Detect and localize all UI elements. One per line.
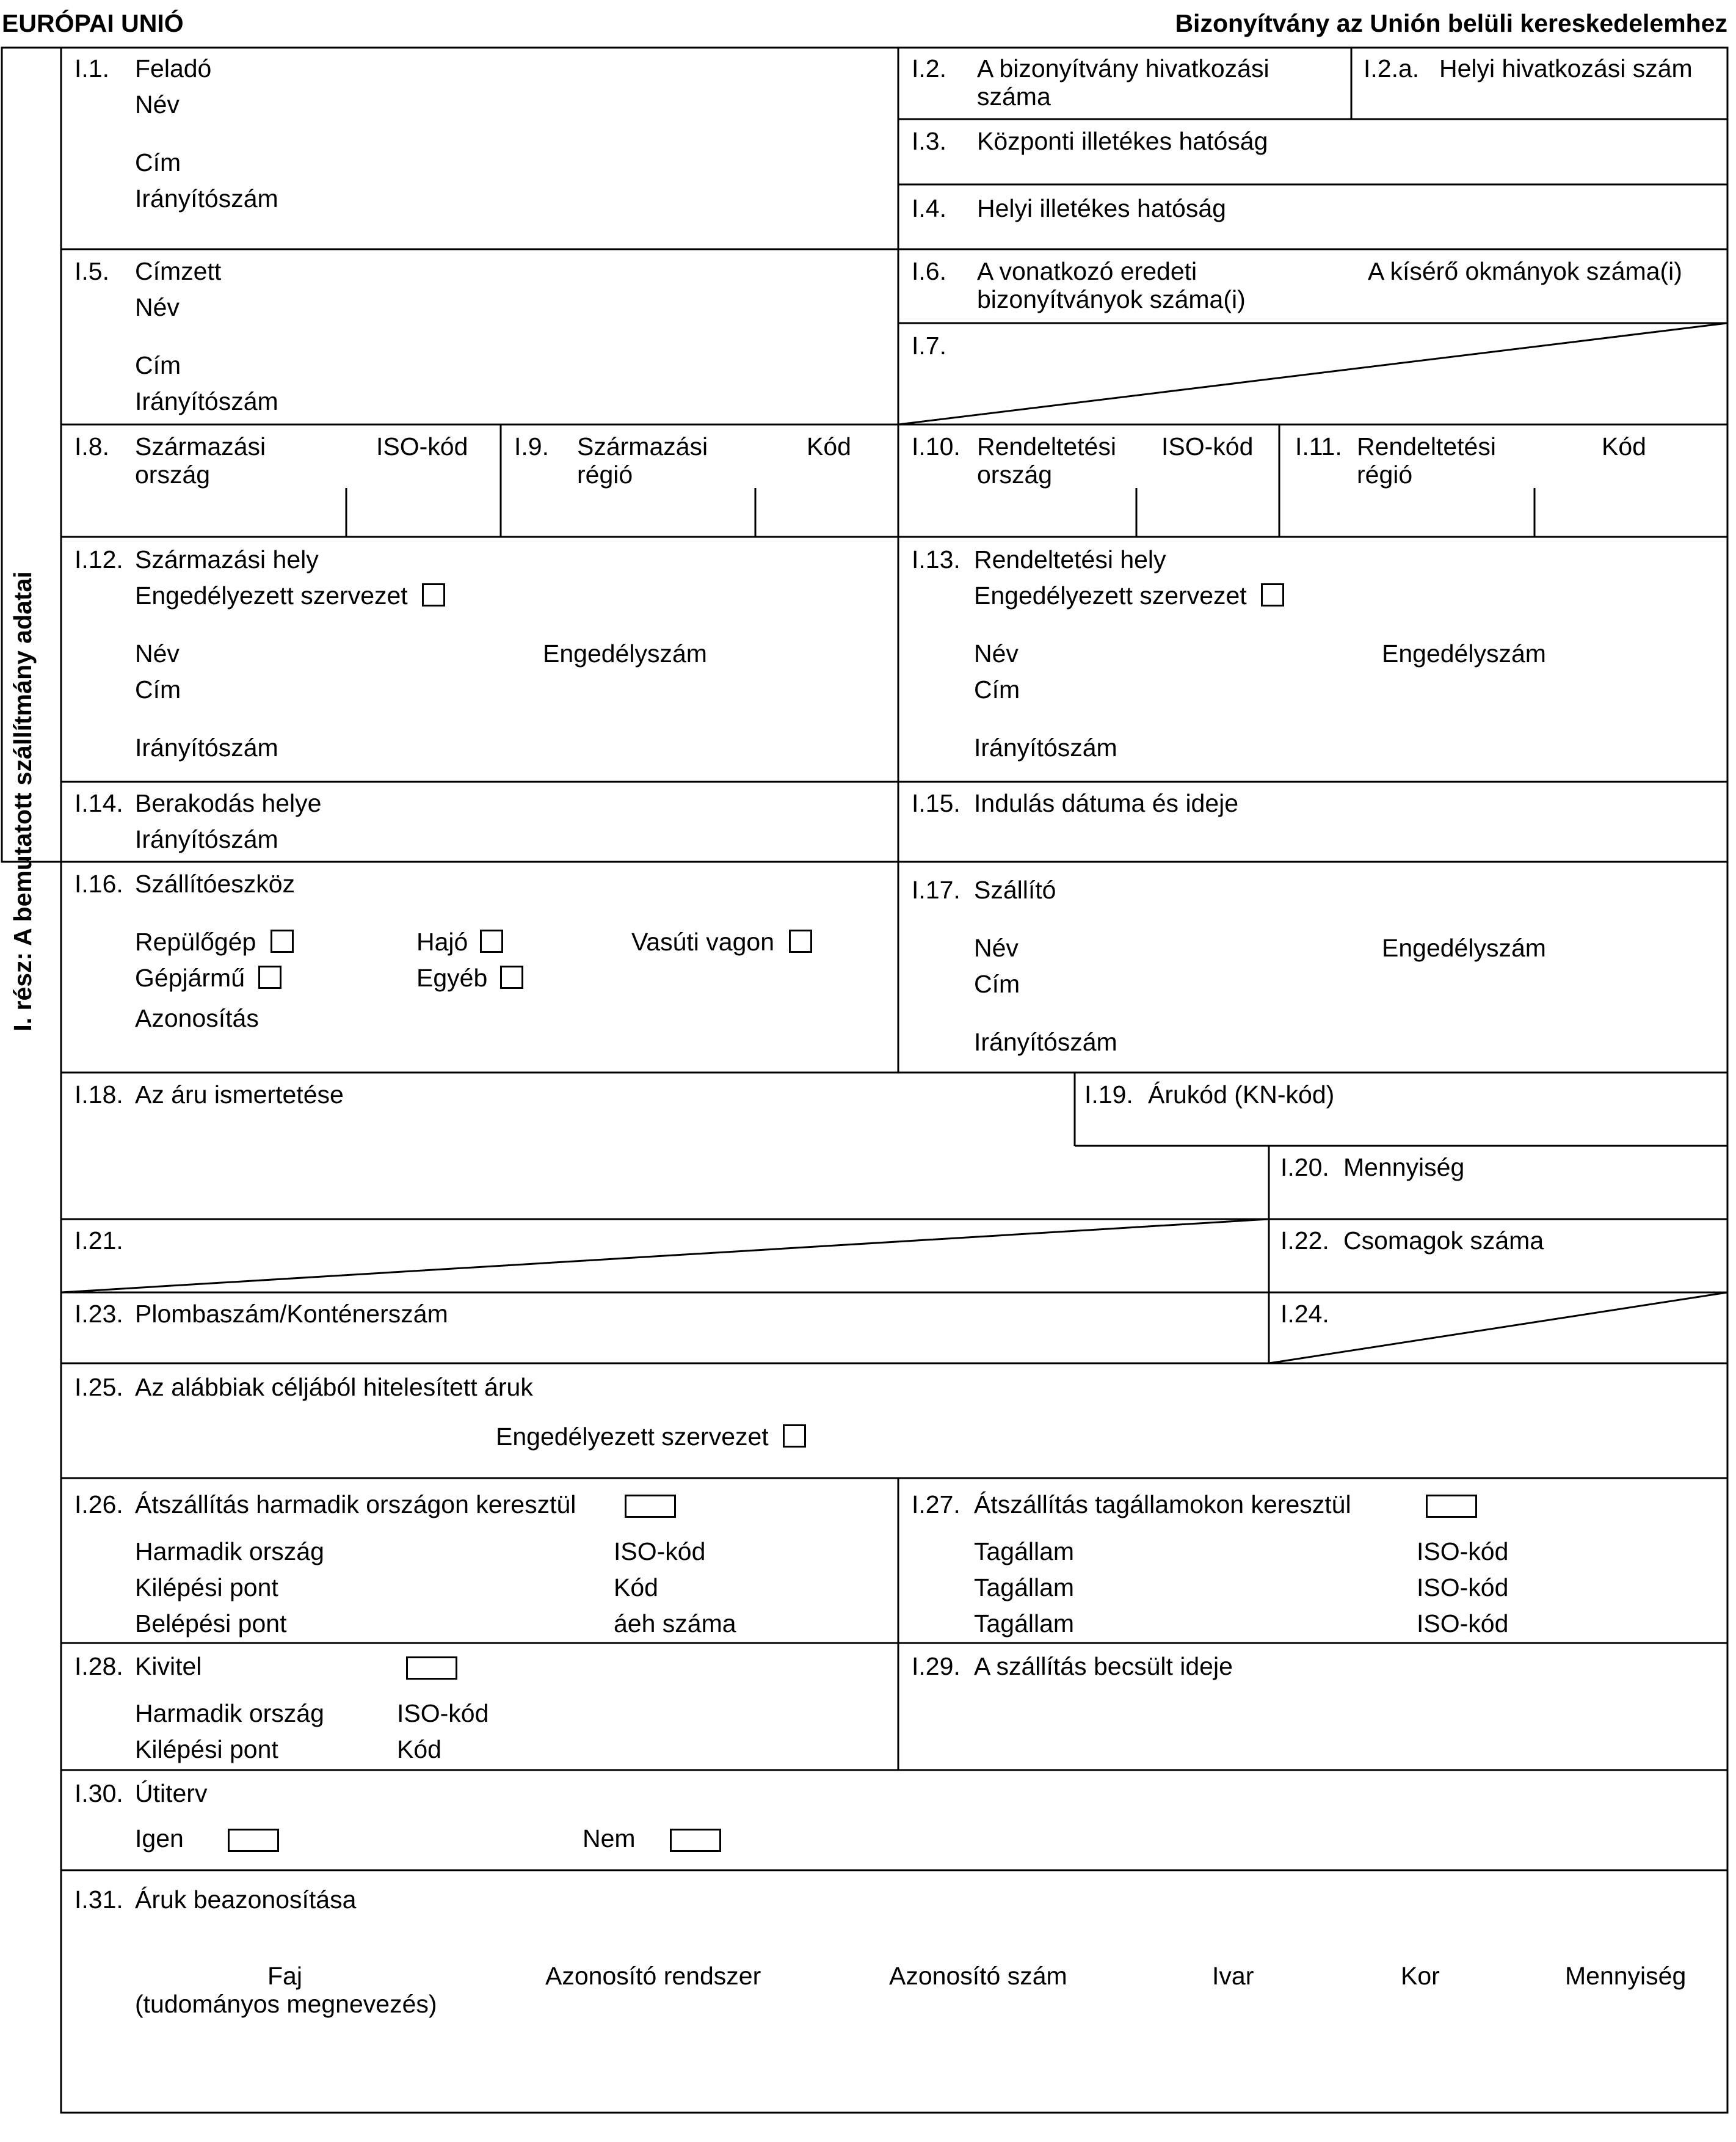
destination-iso-code-label: ISO-kód [1161,432,1254,461]
box-num-i5: I.5. [74,257,109,285]
destination-postcode-label: Irányítószám [974,734,1117,762]
transporter-address-label: Cím [974,970,1020,998]
commodities-certified-for-title: Az alábbiak céljából hitelesített áruk [135,1373,533,1401]
country-of-destination-title-line2: ország [977,461,1053,489]
number-of-packages-title: Csomagok száma [1343,1226,1544,1255]
place-of-destination-title: Rendeltetési hely [974,545,1166,574]
box-num-i14: I.14. [74,789,123,817]
exit-point-label: Kilépési pont [135,1573,278,1601]
railway-wagon-label: Vasúti vagon [631,928,775,956]
consignee-title: Címzett [135,257,222,285]
commodity-description-title: Az áru ismertetése [135,1080,344,1109]
ship-checkbox[interactable] [480,930,503,953]
member-state-3-iso-code-label: ISO-kód [1417,1609,1509,1637]
entry-point-label: Belépési pont [135,1609,287,1637]
airplane-checkbox[interactable] [271,930,294,953]
country-of-origin-title-line1: Származási [135,432,266,461]
central-authority-title: Központi illetékes hatóság [977,127,1268,155]
box-num-i17: I.17. [912,876,961,904]
column-identification-number: Azonosító szám [889,1962,1067,1990]
transporter-approval-number-label: Engedélyszám [1382,934,1546,962]
header-left-title: EURÓPAI UNIÓ [2,9,184,37]
box-num-i6: I.6. [912,257,946,285]
transporter-name-label: Név [974,934,1019,962]
departure-date-time-title: Indulás dátuma és ideje [974,789,1239,817]
ship-label: Hajó [416,928,468,956]
transporter-title: Szállító [974,876,1056,904]
certified-approved-body-checkbox[interactable] [783,1424,806,1448]
country-of-origin-title-line2: ország [135,461,211,489]
road-vehicle-checkbox[interactable] [258,966,281,989]
export-title: Kivitel [135,1652,202,1680]
box-num-i9: I.9. [514,432,549,461]
journey-log-no-label: Nem [583,1824,636,1852]
transit-third-country-checkbox[interactable] [625,1495,676,1518]
destination-approval-number-label: Engedélyszám [1382,639,1546,668]
railway-wagon-checkbox[interactable] [789,930,812,953]
box-num-i24: I.24. [1280,1300,1329,1328]
destination-name-label: Név [974,639,1019,668]
box-num-i25: I.25. [74,1373,123,1401]
region-of-origin-title-line2: régió [577,461,633,489]
diagonal-i7 [898,323,1727,424]
box-num-i11: I.11. [1295,432,1342,461]
journey-log-yes-label: Igen [135,1824,184,1852]
side-label-text: I. rész: A bemutatott szállítmány adatai [9,571,37,1032]
export-exit-code-label: Kód [397,1735,441,1763]
transit-iso-code-label: ISO-kód [614,1537,706,1565]
accompanying-documents-title: A kísérő okmányok száma(i) [1368,257,1682,285]
export-third-country-label: Harmadik ország [135,1699,324,1727]
consignee-name-label: Név [135,293,180,321]
transit-member-states-title: Átszállítás tagállamokon keresztül [974,1490,1351,1518]
column-species-scientific-name: (tudományos megnevezés) [135,1990,437,2018]
consignor-title: Feladó [135,54,212,82]
certificate-reference-title-line1: A bizonyítvány hivatkozási [977,54,1269,82]
consignee-postcode-label: Irányítószám [135,387,278,415]
other-transport-label: Egyéb [416,964,488,992]
column-species: Faj [267,1962,302,1990]
certificate-reference-title-line2: száma [977,82,1051,111]
original-certificates-title-line2: bizonyítványok száma(i) [977,285,1246,313]
box-num-i7: I.7. [912,332,946,360]
column-identification-system: Azonosító rendszer [545,1962,761,1990]
box-num-i2a: I.2.a. [1364,54,1420,82]
box-num-i27: I.27. [912,1490,961,1518]
bip-number-label: áeh száma [614,1609,736,1637]
loading-postcode-label: Irányítószám [135,825,278,853]
export-checkbox[interactable] [406,1656,457,1680]
box-num-i16: I.16. [74,870,123,898]
transit-third-country-title: Átszállítás harmadik országon keresztül [135,1490,576,1518]
consignee-address-label: Cím [135,351,181,379]
identification-of-commodities-title: Áruk beazonosítása [135,1885,357,1914]
box-num-i2: I.2. [912,54,946,82]
origin-name-label: Név [135,639,180,668]
destination-approved-body-label: Engedélyezett szervezet [974,581,1247,610]
box-num-i10: I.10. [912,432,961,461]
member-state-1-label: Tagállam [974,1537,1075,1565]
destination-address-label: Cím [974,676,1020,704]
box-num-i21: I.21. [74,1226,123,1255]
box-num-i4: I.4. [912,194,946,222]
box-num-i30: I.30. [74,1779,123,1807]
seal-container-number-title: Plombaszám/Konténerszám [135,1300,448,1328]
means-of-transport-title: Szállítóeszköz [135,870,296,898]
journey-log-title: Útiterv [135,1779,208,1807]
region-of-origin-title-line1: Származási [577,432,708,461]
box-num-i15: I.15. [912,789,961,817]
other-transport-checkbox[interactable] [500,966,523,989]
member-state-1-iso-code-label: ISO-kód [1417,1537,1509,1565]
place-of-origin-title: Származási hely [135,545,319,574]
region-of-destination-title-line1: Rendeltetési [1357,432,1496,461]
place-of-loading-title: Berakodás helye [135,789,322,817]
export-exit-point-label: Kilépési pont [135,1735,278,1763]
box-num-i3: I.3. [912,127,946,155]
origin-postcode-label: Irányítószám [135,734,278,762]
member-state-2-iso-code-label: ISO-kód [1417,1573,1509,1601]
destination-region-code-label: Kód [1602,432,1646,461]
box-num-i31: I.31. [74,1885,123,1914]
column-sex: Ivar [1212,1962,1254,1990]
transport-identification-label: Azonosítás [135,1004,259,1032]
header-right-title: Bizonyítvány az Unión belüli kereskedelemhez [1175,9,1727,37]
airplane-label: Repülőgép [135,928,256,956]
origin-address-label: Cím [135,676,181,704]
consignor-address-label: Cím [135,148,181,177]
third-country-label: Harmadik ország [135,1537,324,1565]
consignor-name-label: Név [135,90,180,118]
box-num-i12: I.12. [74,545,123,574]
box-num-i29: I.29. [912,1652,961,1680]
local-authority-title: Helyi illetékes hatóság [977,194,1226,222]
consignor-postcode-label: Irányítószám [135,184,278,213]
country-of-destination-title-line1: Rendeltetési [977,432,1116,461]
local-reference-title: Helyi hivatkozási szám [1439,54,1693,82]
box-num-i22: I.22. [1280,1226,1329,1255]
export-iso-code-label: ISO-kód [397,1699,489,1727]
box-num-i1: I.1. [74,54,109,82]
diagonal-i21 [61,1219,1269,1292]
member-state-3-label: Tagállam [974,1609,1075,1637]
journey-log-no-checkbox[interactable] [670,1829,721,1852]
road-vehicle-label: Gépjármű [135,964,245,992]
commodity-code-title: Árukód (KN-kód) [1148,1080,1335,1109]
diagonal-i24 [1269,1292,1727,1363]
origin-region-code-label: Kód [807,432,851,461]
destination-approved-body-checkbox[interactable] [1261,583,1284,607]
quantity-title: Mennyiség [1343,1153,1465,1181]
exit-point-code-label: Kód [614,1573,658,1601]
transit-member-states-checkbox[interactable] [1426,1495,1477,1518]
region-of-destination-title-line2: régió [1357,461,1413,489]
box-num-i23: I.23. [74,1300,123,1328]
transporter-postcode-label: Irányítószám [974,1028,1117,1056]
box-num-i8: I.8. [74,432,109,461]
journey-duration-title: A szállítás becsült ideje [974,1652,1233,1680]
origin-approved-body-label: Engedélyezett szervezet [135,581,408,610]
journey-log-yes-checkbox[interactable] [228,1829,279,1852]
certified-approved-body-label: Engedélyezett szervezet [496,1423,769,1451]
box-num-i20: I.20. [1280,1153,1329,1181]
box-num-i19: I.19. [1084,1080,1133,1109]
original-certificates-title-line1: A vonatkozó eredeti [977,257,1197,285]
column-age: Kor [1401,1962,1440,1990]
box-num-i18: I.18. [74,1080,123,1109]
box-num-i26: I.26. [74,1490,123,1518]
box-num-i13: I.13. [912,545,961,574]
column-quantity: Mennyiség [1565,1962,1687,1990]
origin-iso-code-label: ISO-kód [376,432,468,461]
origin-approved-body-checkbox[interactable] [422,583,445,607]
member-state-2-label: Tagállam [974,1573,1075,1601]
box-num-i28: I.28. [74,1652,123,1680]
origin-approval-number-label: Engedélyszám [543,639,707,668]
